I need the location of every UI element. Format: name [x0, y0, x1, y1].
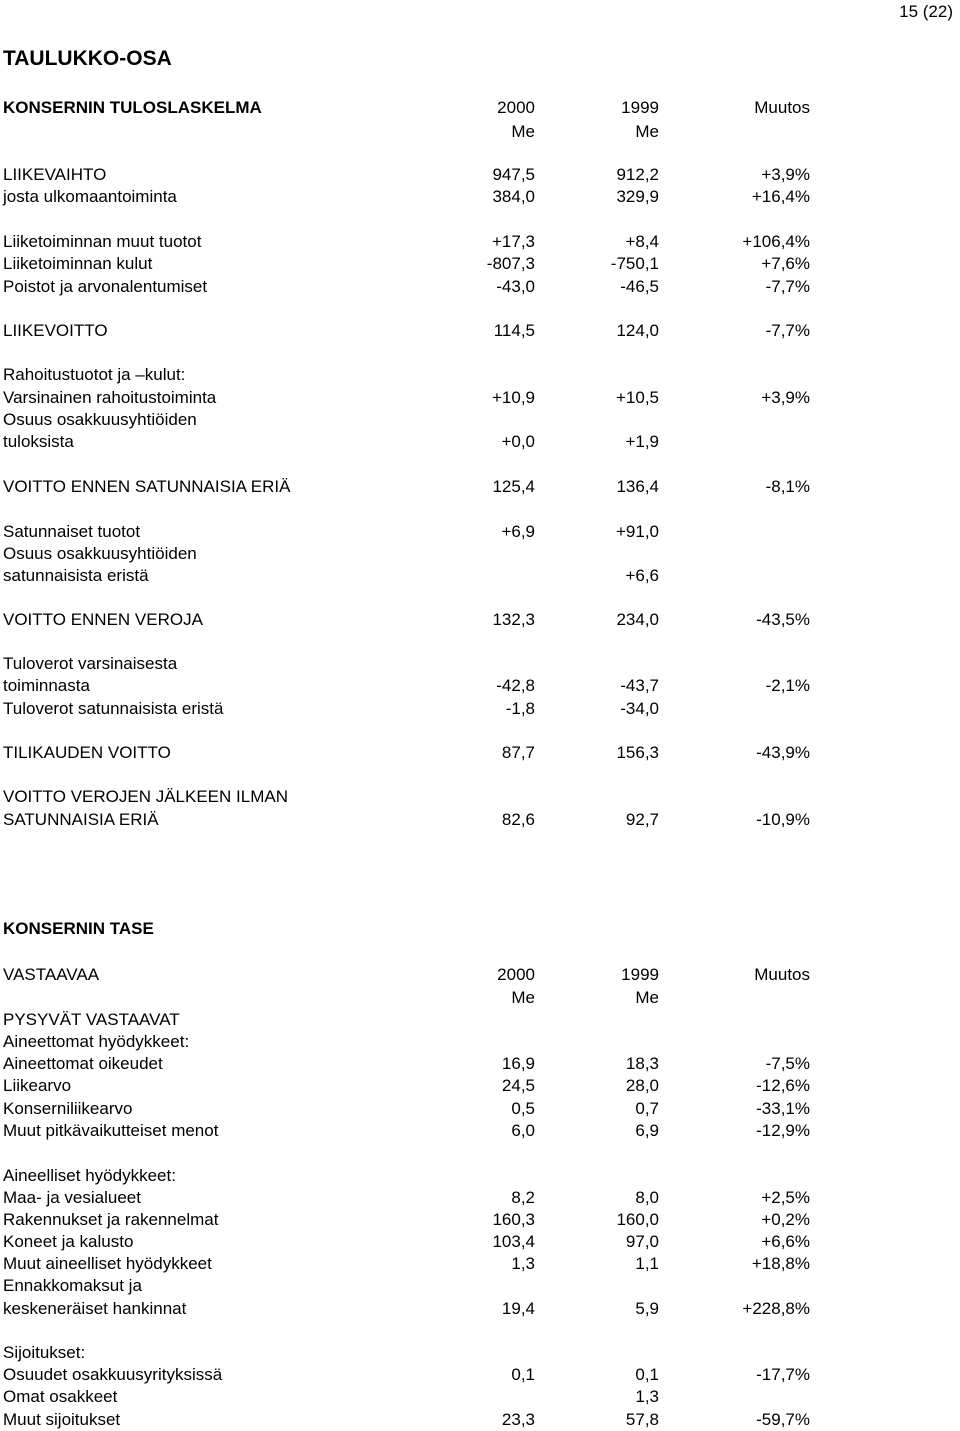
value-change: -12,6%: [756, 1076, 810, 1095]
value-1999: 160,0: [616, 1210, 659, 1229]
row-label: josta ulkomaantoiminta: [3, 187, 177, 206]
row-label: Aineettomat hyödykkeet:: [3, 1032, 190, 1051]
value-2000: 0,5: [511, 1099, 535, 1118]
income-col-2000: 2000: [497, 98, 535, 117]
value-change: -43,9%: [756, 743, 810, 762]
row-label: Maa- ja vesialueet: [3, 1188, 141, 1207]
value-1999: 18,3: [625, 1054, 659, 1073]
value-change: +0,2%: [761, 1210, 810, 1229]
value-1999: 6,9: [635, 1121, 659, 1140]
value-2000: 6,0: [511, 1121, 535, 1140]
value-1999: +91,0: [615, 522, 659, 541]
value-2000: 1,3: [511, 1254, 535, 1273]
value-change: -7,5%: [765, 1054, 810, 1073]
value-1999: 912,2: [616, 165, 659, 184]
value-2000: -42,8: [496, 676, 535, 695]
row-label: VOITTO ENNEN SATUNNAISIA ERIÄ: [3, 477, 291, 496]
document-title: TAULUKKO-OSA: [3, 47, 172, 70]
row-label: Satunnaiset tuotot: [3, 522, 141, 541]
value-2000: 19,4: [501, 1299, 535, 1318]
value-1999: 136,4: [616, 477, 659, 496]
income-section-title: KONSERNIN TULOSLASKELMA: [3, 98, 262, 117]
value-change: -59,7%: [756, 1410, 810, 1429]
income-col-change: Muutos: [754, 98, 810, 117]
income-unit-row: [0, 121, 960, 143]
row-label: Koneet ja kalusto: [3, 1232, 134, 1251]
value-change: +16,4%: [751, 187, 810, 206]
table-row: [0, 1120, 960, 1142]
balance-col-1999: 1999: [621, 965, 659, 984]
table-row: [0, 1209, 960, 1231]
value-change: -8,1%: [765, 477, 810, 496]
table-row: [0, 186, 960, 208]
row-label: TILIKAUDEN VOITTO: [3, 743, 171, 762]
row-label: Aineelliset hyödykkeet:: [3, 1166, 176, 1185]
value-1999: 8,0: [635, 1188, 659, 1207]
table-row: [0, 1075, 960, 1097]
value-2000: 103,4: [492, 1232, 535, 1251]
row-label: keskeneräiset hankinnat: [3, 1299, 187, 1318]
balance-unit-2000: Me: [511, 988, 535, 1007]
table-row: [0, 1053, 960, 1075]
income-unit-1999: Me: [635, 122, 659, 141]
value-1999: -750,1: [610, 254, 659, 273]
value-1999: 57,8: [625, 1410, 659, 1429]
table-row: [0, 164, 960, 186]
balance-header-row: [0, 964, 960, 986]
row-label: LIIKEVOITTO: [3, 321, 108, 340]
value-change: -12,9%: [756, 1121, 810, 1140]
row-label: Rahoitustuotot ja –kulut:: [3, 365, 186, 384]
table-row: [0, 276, 960, 298]
row-label: Osuus osakkuusyhtiöiden: [3, 544, 197, 563]
value-1999: 5,9: [635, 1299, 659, 1318]
value-1999: -34,0: [620, 699, 659, 718]
value-change: +3,9%: [761, 165, 810, 184]
value-1999: 92,7: [625, 810, 659, 829]
table-row: [0, 1009, 960, 1031]
row-label: toiminnasta: [3, 676, 90, 695]
row-label: Rakennukset ja rakennelmat: [3, 1210, 219, 1229]
table-row: [0, 231, 960, 253]
value-change: -10,9%: [756, 810, 810, 829]
value-1999: 1,3: [635, 1387, 659, 1406]
table-row: [0, 1165, 960, 1187]
table-row: [0, 521, 960, 543]
table-row: [0, 476, 960, 498]
row-label: Muut pitkävaikutteiset menot: [3, 1121, 219, 1140]
row-label: Tuloverot satunnaisista eristä: [3, 699, 224, 718]
balance-col-change: Muutos: [754, 965, 810, 984]
value-1999: +8,4: [625, 232, 659, 251]
value-change: -7,7%: [765, 321, 810, 340]
table-row: [0, 1253, 960, 1275]
table-row: [0, 364, 960, 386]
value-2000: +6,9: [501, 522, 535, 541]
balance-title-row: [0, 918, 960, 940]
income-col-1999: 1999: [621, 98, 659, 117]
value-1999: -46,5: [620, 277, 659, 296]
value-2000: 160,3: [492, 1210, 535, 1229]
row-label: PYSYVÄT VASTAAVAT: [3, 1010, 180, 1029]
table-row: [0, 786, 960, 808]
value-change: +6,6%: [761, 1232, 810, 1251]
balance-subtitle: VASTAAVAA: [3, 965, 100, 984]
value-2000: 0,1: [511, 1365, 535, 1384]
table-row: [0, 742, 960, 764]
table-row: [0, 387, 960, 409]
table-row: [0, 1342, 960, 1364]
value-1999: 234,0: [616, 610, 659, 629]
balance-col-2000: 2000: [497, 965, 535, 984]
row-label: satunnaisista eristä: [3, 566, 149, 585]
table-row: [0, 1298, 960, 1320]
row-label: Ennakkomaksut ja: [3, 1276, 142, 1295]
value-1999: 329,9: [616, 187, 659, 206]
table-row: [0, 1409, 960, 1431]
value-2000: +0,0: [501, 432, 535, 451]
value-2000: 87,7: [501, 743, 535, 762]
table-row: [0, 1386, 960, 1408]
table-row: [0, 675, 960, 697]
row-label: Osuudet osakkuusyrityksissä: [3, 1365, 223, 1384]
row-label: Liiketoiminnan muut tuotot: [3, 232, 202, 251]
value-2000: +17,3: [491, 232, 535, 251]
table-row: [0, 565, 960, 587]
value-change: -33,1%: [756, 1099, 810, 1118]
row-label: tuloksista: [3, 432, 74, 451]
value-2000: -43,0: [496, 277, 535, 296]
row-label: Osuus osakkuusyhtiöiden: [3, 410, 197, 429]
table-row: [0, 1031, 960, 1053]
value-2000: 16,9: [501, 1054, 535, 1073]
value-2000: +10,9: [491, 388, 535, 407]
row-label: Muut sijoitukset: [3, 1410, 121, 1429]
value-1999: 28,0: [625, 1076, 659, 1095]
value-2000: 384,0: [492, 187, 535, 206]
value-1999: 1,1: [635, 1254, 659, 1273]
value-2000: -807,3: [486, 254, 535, 273]
value-1999: 97,0: [625, 1232, 659, 1251]
value-change: -7,7%: [765, 277, 810, 296]
table-row: [0, 1187, 960, 1209]
table-row: [0, 1364, 960, 1386]
value-1999: 156,3: [616, 743, 659, 762]
value-1999: 124,0: [616, 321, 659, 340]
row-label: Muut aineelliset hyödykkeet: [3, 1254, 212, 1273]
value-2000: 82,6: [501, 810, 535, 829]
value-2000: 23,3: [501, 1410, 535, 1429]
row-label: Sijoitukset:: [3, 1343, 86, 1362]
value-1999: -43,7: [620, 676, 659, 695]
row-label: Tuloverot varsinaisesta: [3, 654, 178, 673]
row-label: VOITTO ENNEN VEROJA: [3, 610, 203, 629]
table-row: [0, 609, 960, 631]
income-header-row: [0, 97, 960, 119]
value-change: +18,8%: [751, 1254, 810, 1273]
balance-section-title: KONSERNIN TASE: [3, 919, 154, 938]
balance-unit-row: [0, 987, 960, 1009]
table-row: [0, 431, 960, 453]
value-change: +7,6%: [761, 254, 810, 273]
table-row: [0, 253, 960, 275]
row-label: Varsinainen rahoitustoiminta: [3, 388, 217, 407]
table-row: [0, 1275, 960, 1297]
table-row: [0, 409, 960, 431]
row-label: Aineettomat oikeudet: [3, 1054, 163, 1073]
table-row: [0, 1231, 960, 1253]
value-change: -2,1%: [765, 676, 810, 695]
value-change: +2,5%: [761, 1188, 810, 1207]
value-change: -43,5%: [756, 610, 810, 629]
table-row: [0, 1098, 960, 1120]
value-change: +228,8%: [742, 1299, 810, 1318]
value-2000: 114,5: [493, 321, 535, 340]
row-label: Liiketoiminnan kulut: [3, 254, 153, 273]
value-2000: 8,2: [511, 1188, 535, 1207]
value-1999: 0,1: [635, 1365, 659, 1384]
page-number: 15 (22): [899, 2, 953, 21]
row-label: SATUNNAISIA ERIÄ: [3, 810, 159, 829]
table-row: [0, 320, 960, 342]
value-2000: 132,3: [492, 610, 535, 629]
balance-unit-1999: Me: [635, 988, 659, 1007]
value-1999: +6,6: [625, 566, 659, 585]
value-1999: +10,5: [615, 388, 659, 407]
value-2000: -1,8: [505, 699, 535, 718]
table-row: [0, 809, 960, 831]
table-row: [0, 653, 960, 675]
value-1999: +1,9: [625, 432, 659, 451]
value-2000: 24,5: [501, 1076, 535, 1095]
value-1999: 0,7: [635, 1099, 659, 1118]
row-label: LIIKEVAIHTO: [3, 165, 107, 184]
value-change: +106,4%: [742, 232, 810, 251]
row-label: Liikearvo: [3, 1076, 72, 1095]
income-unit-2000: Me: [511, 122, 535, 141]
row-label: Poistot ja arvonalentumiset: [3, 277, 208, 296]
row-label: Omat osakkeet: [3, 1387, 118, 1406]
row-label: VOITTO VEROJEN JÄLKEEN ILMAN: [3, 787, 288, 806]
table-row: [0, 698, 960, 720]
value-2000: 947,5: [492, 165, 535, 184]
value-2000: 125,4: [492, 477, 535, 496]
value-change: -17,7%: [756, 1365, 810, 1384]
value-change: +3,9%: [761, 388, 810, 407]
row-label: Konserniliikearvo: [3, 1099, 133, 1118]
table-row: [0, 543, 960, 565]
